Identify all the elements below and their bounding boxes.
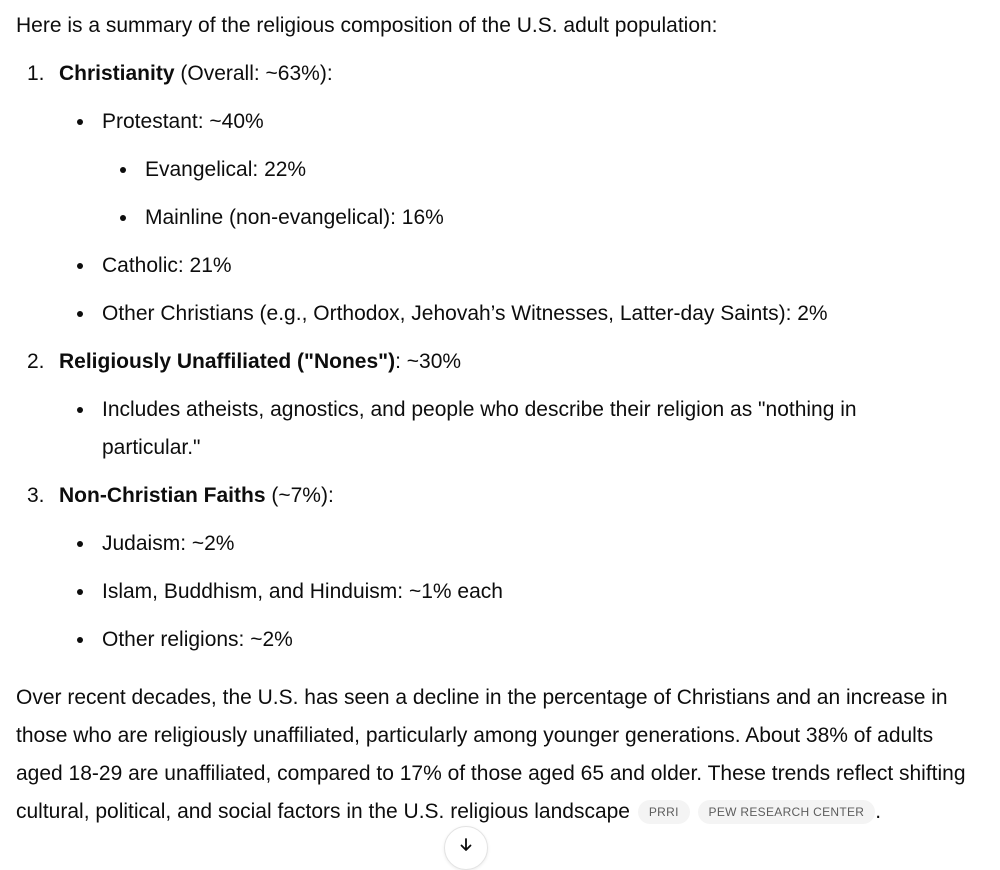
section-title: Christianity [59, 62, 175, 85]
nested-items [102, 151, 984, 237]
section-number: 1. [27, 62, 45, 85]
list-item [59, 247, 984, 285]
bullet-icon [77, 541, 83, 547]
source-chip-pew[interactable]: PEW RESEARCH CENTER [698, 800, 876, 824]
section-items [59, 525, 984, 659]
section-number: 2. [27, 350, 45, 373]
section-non-christian [16, 477, 984, 659]
nested-list-item [102, 151, 984, 189]
list-item-text: Mainline (non-evangelical): 16% [145, 206, 444, 229]
outro-paragraph [16, 679, 984, 831]
bullet-icon [77, 311, 83, 317]
bullet-icon [77, 407, 83, 413]
list-item-text: Other religions: ~2% [102, 628, 293, 651]
section-suffix: (~7%): [265, 484, 334, 507]
outro-end: . [875, 800, 882, 823]
religion-summary-list [16, 55, 984, 659]
bullet-icon [77, 119, 83, 125]
section-title: Religiously Unaffiliated ("Nones") [59, 350, 396, 373]
section-items [59, 103, 984, 333]
list-item [59, 573, 984, 611]
section-items [59, 391, 984, 467]
bullet-icon [120, 215, 126, 221]
section-heading [59, 55, 984, 93]
section-title: Non-Christian Faiths [59, 484, 266, 507]
list-item-text: Judaism: ~2% [102, 532, 235, 555]
assistant-message [16, 7, 984, 831]
bullet-icon [120, 167, 126, 173]
outro-text: Over recent decades, the U.S. has seen a decline in the percentage of Christians and an increase in those who are religiously unaffiliated, particularly among younger generations. About 38% of adults aged 18-29 are unaffiliated, compared to 17% of those aged 65 and older. These trends reflect shifting cultural, political, and social factors in the U.S. religious landscape [16, 686, 966, 823]
section-heading [59, 343, 984, 381]
nested-list-item [102, 199, 984, 237]
scroll-to-bottom-button[interactable] [444, 826, 488, 870]
list-item-text: Protestant: ~40% [102, 110, 264, 133]
section-christianity [16, 55, 984, 333]
list-item-text: Catholic: 21% [102, 254, 232, 277]
list-item [59, 295, 984, 333]
section-number: 3. [27, 484, 45, 507]
list-item-text: Includes atheists, agnostics, and people who describe their religion as "nothing in particular." [102, 398, 857, 459]
list-item [59, 391, 984, 467]
bullet-icon [77, 589, 83, 595]
list-item [59, 621, 984, 659]
list-item-text: Other Christians (e.g., Orthodox, Jehovah’s Witnesses, Latter-day Saints): 2% [102, 302, 828, 325]
bullet-icon [77, 263, 83, 269]
section-suffix: : ~30% [395, 350, 462, 373]
arrow-down-icon [458, 827, 474, 866]
list-item [59, 103, 984, 237]
intro-text: Here is a summary of the religious composition of the U.S. adult population: [16, 14, 718, 37]
source-chip-prri[interactable]: PRRI [638, 800, 690, 824]
bullet-icon [77, 637, 83, 643]
section-unaffiliated [16, 343, 984, 467]
list-item-text: Islam, Buddhism, and Hinduism: ~1% each [102, 580, 503, 603]
list-item [59, 525, 984, 563]
list-item-text: Evangelical: 22% [145, 158, 307, 181]
section-suffix: (Overall: ~63%): [174, 62, 333, 85]
section-heading [59, 477, 984, 515]
